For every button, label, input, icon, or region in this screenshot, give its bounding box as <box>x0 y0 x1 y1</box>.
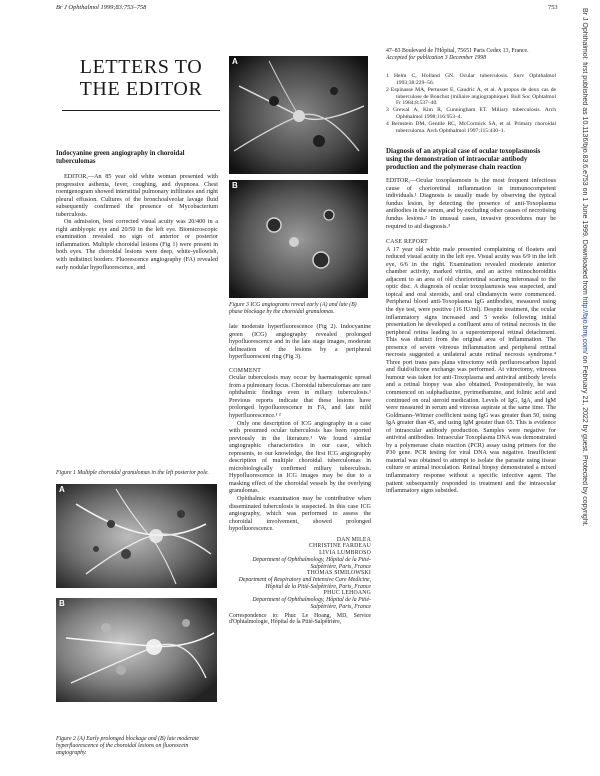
reference-item: 4 Bernstein DM, Gentile RC, McCormick SA, et al. Primary choroidal tuberculoma. Arch Ophthalmol 1997;115:430–1. <box>386 121 556 134</box>
author-name: CHRISTINE FARDEAU <box>308 543 371 550</box>
author-name: THOMAS SIMILOWSKI <box>306 570 371 577</box>
reference-list <box>386 73 556 134</box>
article1-paragraph: late moderate hyperfluorescence (Fig 2). Indocyanine green (ICG) angiography revealed prolonged hypofluorescence and in the late stage images, moderate delineation of the lesions by a peripheral hyperfluorescent ring (Fig 3). <box>229 324 371 361</box>
figure3a-image <box>229 56 368 174</box>
author-affiliation: Department of Ophthalmology, Hôpital de la Pitié-Salpêtrière, Paris, France <box>252 597 371 610</box>
article1-title: Indocyanine green angiography in choroidal tuberculomas <box>56 150 185 165</box>
comment-paragraph: Only one description of ICG angiography in a case with presumed ocular tuberculosis has been reported previously in the literature.³ We found similar angiographic characteristics in our case, which represents, to our knowledge, the first ICG angiography description of multiple choroidal tuberculomas in microbiologically confirmed miliary tuberculosis. Hypofluorescence in ICG images may be due to a masking effect of the choroidal vessels by the overlying granulomas. <box>229 420 371 495</box>
figure-label-b: B <box>59 599 65 608</box>
sidebar-text-after: on February 21, 2022 by guest. Protected by copyright. <box>581 353 588 527</box>
signature-block-1 <box>229 537 371 611</box>
case-report-heading: CASE REPORT <box>386 239 429 246</box>
author-name: DAN MILEA <box>336 536 371 543</box>
column-2-text <box>229 324 371 626</box>
fundus-angiogram-2b <box>56 598 217 702</box>
reference-item: 3 Grewal A, Kim R, Cunningham ET. Miliary tuberculosis. Arch Ophthalmol 1998;116:953–4. <box>386 107 556 120</box>
author-name: PHUC LEHOANG <box>323 590 371 597</box>
column-1-text <box>56 150 218 272</box>
section-title <box>60 56 222 100</box>
author-affiliation: Department of Respiratory and Intensive Care Medicine, Hôpital de la Pitié-Salpêtrière, Paris, France <box>238 576 371 590</box>
article1-paragraph: On admission, best corrected visual acuity was 20/400 in a right amblyopic eye and 20/50 in the left eye. Biomicroscopic examination revealed no sign of anterior or posterior inflammation. Multiple choroidal lesions (Fig 1) were present in both eyes. The choroidal lesions were deep, white-yellowish, with indistinct borders. Fluorescence angiography (FA) revealed early nodular hypofluorescence, and <box>56 219 218 271</box>
page-number: 753 <box>548 4 558 11</box>
correspondence-address: 47–83 Boulevard de l'Hôpital, 75651 Paris Cedex 13, France. <box>386 48 529 54</box>
comment-paragraph: Ocular tuberculosis may occur by haematogenic spread from a pulmonary focus. Choroidal tuberculomas are rare ophthalmic findings even in miliary tuberculosis.¹ Previous reports indicate that these lesions have prolonged hypofluorescence in FA, and late mild hyperfluorescence.¹ ² <box>229 375 371 420</box>
download-sidebar <box>574 8 588 770</box>
figure2b-image <box>56 598 217 702</box>
reference-item: 2 Espinasse MA, Pertusset E, Gaudric A, et al. A propos de deux cas de tuberculose de Bouchut (miliaire angiographique). Bull Soc Ophtalmol Fr 1984;8:537–40. <box>386 87 556 107</box>
author-affiliation: Department of Ophthalmology, Hôpital de la Pitié-Salpêtrière, Paris, France <box>252 556 371 570</box>
comment-heading: COMMENT <box>229 367 262 374</box>
figure1-caption: Figure 1 Multiple choroidal granulomas in the left posterior pole. <box>56 470 209 476</box>
section-title-line1: LETTERS TO <box>79 56 203 78</box>
figure-label-a: A <box>232 57 238 66</box>
title-rule <box>62 110 220 111</box>
fundus-angiogram-2a <box>56 484 217 588</box>
figure2a-image <box>56 484 217 588</box>
icg-angiogram-3b <box>229 180 368 298</box>
figure3b-image <box>229 180 368 298</box>
sidebar-text-before: Br J Ophthalmol: first published as 10.1136/bjo.83.6.e753 on 1 June 1999. Downloaded from <box>581 8 588 297</box>
accepted-date: Accepted for publication 3 December 1998 <box>386 54 486 61</box>
figure-label-b: B <box>232 181 238 190</box>
journal-citation: Br J Ophthalmol 1999;83:753–758 <box>56 4 147 11</box>
figure2-caption: Figure 2 (A) Early prolonged blockage and (B) late moderate hyperfluorescence of the choroidal lesions on fluorescein angiography. <box>56 736 200 756</box>
journal-link[interactable]: http://bjo.bmj.com/ <box>581 296 588 354</box>
case-report-text: A 17 year old white male presented complaining of floaters and reduced visual acuity in the left eye. Visual acuity was 6/9 in the left eye, 6/6 in the right. Examination revealed moderate anterior chamber activity, marked vitritis, and an active retinochoroiditis adjacent to an area of old chorioretinal scarring inferonasal to the optic disc. A diagnosis of ocular toxoplasmosis was suspected, and topical and oral steroids, and oral clindamycin were commenced. Peripheral blood anti-Toxoplasma IgG antibodies, measured using the dye test, were positive (16 IU/ml). Despite treatment, the ocular inflammatory signs increased and 5 weeks following initial presentation he developed a confluent area of retinal necrosis in the peripheral retina leading to a superotemporal retinal detachment. This was distinct from the original area of inflammation. The presence of severe vitreous inflammation and peripheral retinal necrosis suggested a unilateral acute retinal necrosis syndrome.⁴ Three port trans pars plana vitrectomy with perfluorocarbon liquid and fluid/silicone exchange was performed. At vitrectomy, vitreous humour was taken for anti-Toxoplasma and antiviral antibody levels and a retinal biopsy was also obtained. Postoperatively, he was commenced on sulphadiazine, pyrimethamine, and folinic acid and continued on oral steroid medication. Levels of IgG, IgA, and IgM were measured in serum and vitreous aspirate at the same time. The Goldmann–Witmer coefficient using IgG was greater than 50, using IgA greater than 45, and using IgM greater than 65. This is evidence of intraocular antibody production. Samples were negative for antiviral antibodies. Intraocular Toxoplasma DNA was demonstrated by a polymerase chain reaction (PCR) assay using primers for the P30 gene. PCR testing for viral DNA was negative. Insufficient material was obtained to attempt to isolate the parasite using tissue culture or animal inoculation. Retinal biopsy demonstrated a mixed inflammatory response without a specific infective agent. The patient subsequently responded to treatment and the intraocular inflammatory signs subsided. <box>386 246 556 495</box>
column-3-text <box>386 48 556 496</box>
correspondence: Correspondence to: Phuc Le Hoang, MD, Service d'Ophtalmologie, Hôpital de la Pitié-Salpêtrière, <box>229 612 371 626</box>
comment-paragraph: Ophthalmic examination may be contributive when disseminated tuberculosis is suspected. In this case ICG angiography, which was performed to assess the choroidal involvement, showed prolonged hypofluorescence. <box>229 496 371 533</box>
author-name: LIVIA LUMBROSO <box>319 550 371 557</box>
figure3-caption: Figure 3 ICG angiograms reveal early (A) and late (B) phase blockage by the choroidal granulomas. <box>229 302 357 315</box>
article2-intro: EDITOR,—Ocular toxoplasmosis is the most frequent infectious cause of chorioretinal inflammation in immunocompetent individuals.¹ Diagnosis is usually made by observing the typical fundus lesion, by detecting the presence of anti-Toxoplasma antibodies in the serum, and by excluding other causes of necrotising fundus lesions.² In unusual cases, invasive procedures may be required to aid diagnosis.³ <box>386 178 556 230</box>
reference-item: 1 Helm C, Holland GN. Ocular tuberculosis. Surv Ophthalmol 1993;38:229–56. <box>386 73 556 86</box>
icg-angiogram-3a <box>229 56 368 174</box>
section-title-line2: THE EDITOR <box>79 78 203 100</box>
article1-paragraph: EDITOR,—An 85 year old white woman presented with progressive asthenia, fever, coughing, and dyspnoea. Chest roentgenogram showed interstitial pulmonary infiltrates and right pleural effusion. Cultures of the bronchoalveolar lavage fluid subsequently confirmed the presence of Mycobacterium tuberculosis. <box>56 174 218 218</box>
figure-label-a: A <box>59 485 65 494</box>
article2-title: Diagnosis of an atypical case of ocular toxoplasmosis using the demonstration of intraocular antibody production and the polymerase chain reaction <box>386 148 541 172</box>
